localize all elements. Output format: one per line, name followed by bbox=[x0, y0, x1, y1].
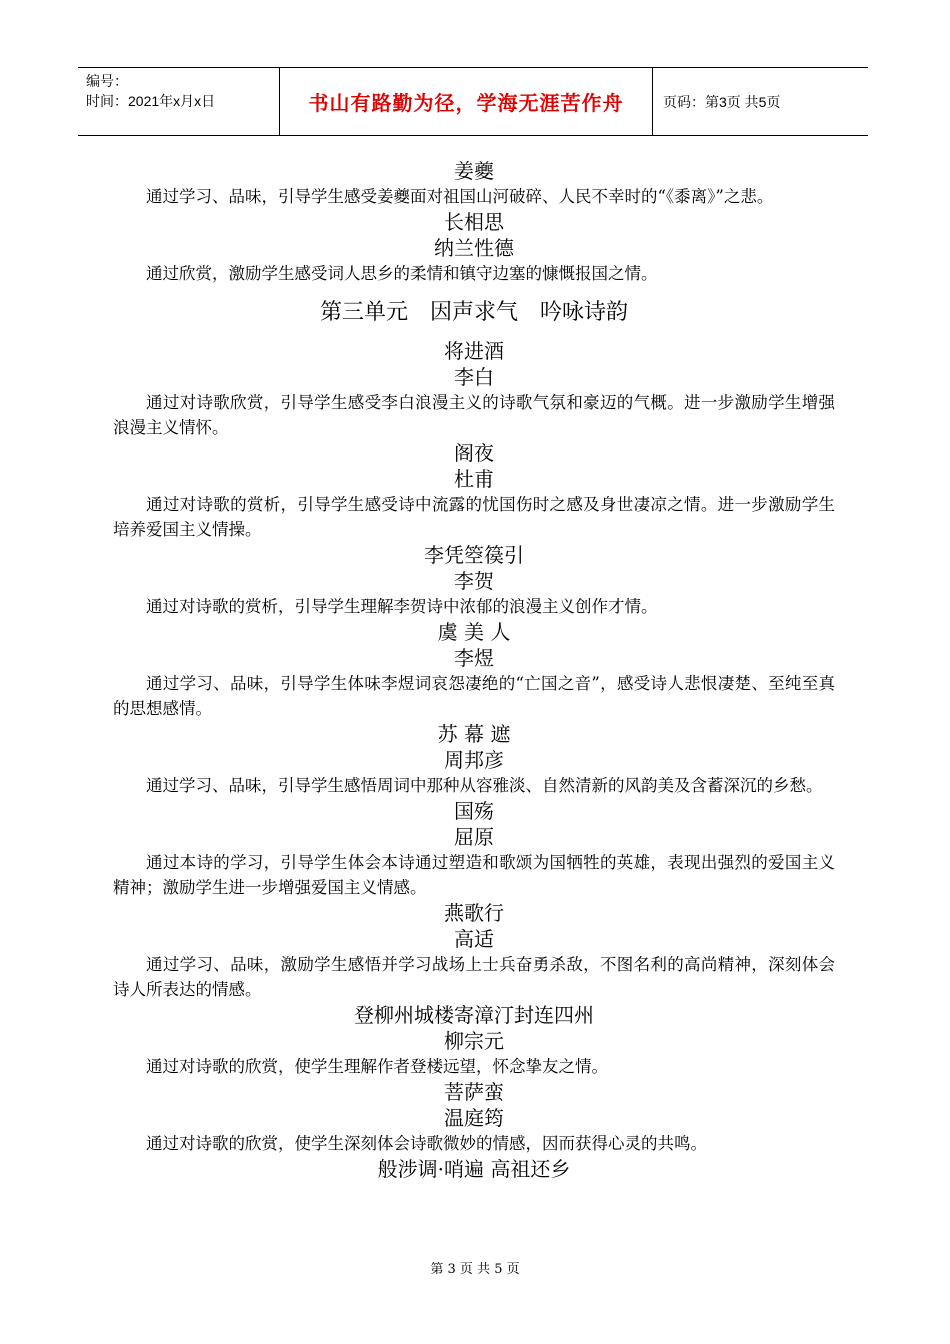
header-page-info: 页码：第3页 共5页 bbox=[663, 93, 781, 110]
teaching-objective: 通过学习、品味，引导学生感受姜夔面对祖国山河破碎、人民不幸时的“《黍离》”之悲。 bbox=[146, 187, 774, 206]
header-motto-cell bbox=[280, 68, 653, 135]
poem-author: 李煜 bbox=[454, 646, 494, 670]
document-date: 时间：2021年x月x日 bbox=[86, 93, 216, 109]
poem-author: 姜夔 bbox=[454, 159, 494, 183]
poem-title: 菩萨蛮 bbox=[444, 1080, 504, 1104]
poem-author: 屈原 bbox=[454, 825, 494, 849]
poem-title: 国殇 bbox=[454, 799, 494, 823]
unit-heading: 第三单元 因声求气 吟咏诗韵 bbox=[319, 300, 628, 325]
teaching-objective: 通过学习、品味，引导学生体味李煜词哀怨凄绝的“亡国之音”，感受诗人悲恨凄楚、至纯至真的思想感情。 bbox=[113, 674, 835, 718]
poem-title: 般涉调·哨遍 高祖还乡 bbox=[377, 1157, 571, 1181]
header-page-cell bbox=[653, 68, 868, 135]
poem-title: 苏 幕 遮 bbox=[437, 722, 511, 746]
teaching-objective: 通过学习、品味，引导学生感悟周词中那种从容雅淡、自然清新的风韵美及含蓄深沉的乡愁。 bbox=[146, 776, 823, 795]
teaching-objective: 通过对诗歌的欣赏，使学生理解作者登楼远望，怀念挚友之情。 bbox=[146, 1057, 608, 1076]
teaching-objective: 通过对诗歌的欣赏，使学生深刻体会诗歌微妙的情感，因而获得心灵的共鸣。 bbox=[146, 1134, 707, 1153]
poem-author: 杜甫 bbox=[454, 467, 494, 491]
document-body bbox=[113, 158, 835, 1182]
poem-author: 高适 bbox=[454, 927, 494, 951]
poem-title: 李凭箜篌引 bbox=[424, 543, 524, 567]
poem-author: 李白 bbox=[454, 365, 494, 389]
teaching-objective: 通过学习、品味，激励学生感悟并学习战场上士兵奋勇杀敌，不图名利的高尚精神，深刻体会诗人所表达的情感。 bbox=[113, 955, 835, 999]
poem-author: 温庭筠 bbox=[444, 1106, 504, 1130]
poem-author: 李贺 bbox=[454, 569, 494, 593]
teaching-objective: 通过对诗歌的赏析，引导学生感受诗中流露的忧国伤时之感及身世凄凉之情。进一步激励学生培养爱国主义情操。 bbox=[113, 495, 835, 539]
teaching-objective: 通过对诗歌欣赏，引导学生感受李白浪漫主义的诗歌气氛和豪迈的气概。进一步激励学生增强浪漫主义情怀。 bbox=[113, 393, 835, 437]
poem-author: 纳兰性德 bbox=[434, 236, 514, 260]
teaching-objective: 通过欣赏，激励学生感受词人思乡的柔情和镇守边塞的慷慨报国之情。 bbox=[146, 264, 658, 283]
header-meta-cell bbox=[78, 68, 280, 135]
teaching-objective: 通过对诗歌的赏析，引导学生理解李贺诗中浓郁的浪漫主义创作才情。 bbox=[146, 597, 658, 616]
page-footer: 第 3 页 共 5 页 bbox=[430, 1262, 520, 1277]
poem-title: 虞 美 人 bbox=[437, 620, 511, 644]
header-motto: 书山有路勤为径，学海无涯苦作舟 bbox=[308, 91, 624, 115]
poem-title: 燕歌行 bbox=[444, 901, 504, 925]
document-number-label: 编号： bbox=[86, 73, 128, 89]
poem-title: 将进酒 bbox=[444, 339, 504, 363]
poem-author: 周邦彦 bbox=[444, 748, 504, 772]
poem-title: 长相思 bbox=[444, 210, 504, 234]
poem-author: 柳宗元 bbox=[444, 1029, 504, 1053]
poem-title: 登柳州城楼寄漳汀封连四州 bbox=[354, 1003, 594, 1027]
teaching-objective: 通过本诗的学习，引导学生体会本诗通过塑造和歌颂为国牺牲的英雄，表现出强烈的爱国主义精神；激励学生进一步增强爱国主义情感。 bbox=[113, 853, 835, 897]
document-header bbox=[78, 67, 868, 136]
poem-title: 阁夜 bbox=[454, 441, 494, 465]
